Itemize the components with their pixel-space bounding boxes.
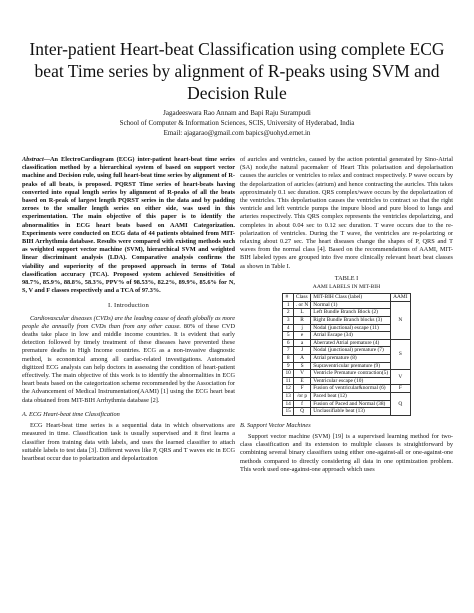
table-cell: . or N [293, 301, 310, 309]
table-cell: Nodal (junctional) premature (7) [311, 347, 391, 355]
intro-italic-lead: Cardiovascular diseases (CVDs) are the leading cause of death globally as more people die annually from CVDs than from any other cause. [22, 314, 235, 330]
table-cell: Fusion of Paced and Normal (38) [311, 400, 391, 408]
table-cell: Normal (1) [311, 301, 391, 309]
intro-paragraph [22, 315, 235, 405]
table-cell: 12 [283, 385, 293, 393]
table-cell: Left Bundle Branch Block (2) [311, 309, 391, 317]
table-cell: Supraventricular premature (9) [311, 362, 391, 370]
table-cell: L [293, 309, 310, 317]
table-cell: 6 [283, 339, 293, 347]
subsection-heading-a: A. ECG Heart-beat time Classification [22, 410, 120, 418]
table-cell: Q [293, 408, 310, 416]
table-cell: 15 [283, 408, 293, 416]
aami-class-cell: Q [391, 392, 410, 415]
table-cell: V [293, 370, 310, 378]
table-cell: j [293, 324, 310, 332]
abstract-body: —An ElectroCardiogram (ECG) inter-patient heart-beat time series classification method by a hierarchical system of based on support vector machine and Decision rule, using full heart-beat time series by alignment of R-peaks of all beats, is proposed. PQRST Time series of heart-beats having converted into equal length series by alignment of R-peaks of all the beats based on R-peak of largest length PQRST series in the data and by padding zeroes to the smaller length series on either side, was used in this experimentation. The main objective of this paper is to identify the abnormalities in ECG heart beats based on AAMI Categorization. Experiments were conducted on ECG data of 44 patients obtained from MIT-BIH Arrhythmia database. Results were compared with existing methods such as weighted support vector machine (SVM), hierarchical SVM and weighted linear discriminant analysis (LDA). Comparative analysis confirms the viability and superiority of the proposed approach in terms of Total classification accuracy (TCA). Proposed system achieved Sensitivities of 98.7%, 85.9%, 88.8%, 58.3%, PPV% of 98.53%, 82.2%, 89.9%, 85.6% for N, S, V and F classes respectively and a TCA of 97.3%. [22, 156, 235, 295]
table-cell: 4 [283, 324, 293, 332]
aami-class-cell: V [391, 370, 410, 385]
aami-class-cell: F [391, 385, 410, 393]
table-header-cell: MIT-BIH Class (label) [311, 294, 391, 302]
table-cell: Unclassifiable beat (13) [311, 408, 391, 416]
right-column-paragraph: of auricles and ventricles, caused by the action potential generated by Sino-Atrial (SA) node,the natural pacemaker of Heart This polarisation and depolarisation causes the auricles or ventricles to relax and contract respectively. P wave occurs by the depolarization of auricles (atrium) and hence contracting the auricles. This takes approximately 0.1 sec duration. QRS complex/wave occurs by the depolarization of the ventricles. This depolarisation causes the ventricles to contract so that the right ventricle and left ventricle pumps the impure blood and pure blood to lungs and arteries respectively. This QRS complex represents the ventricles depolarizing, and completes in about 0.04 sec to 0.12 sec duration. T wave occurs due to the re-polarization of ventricles. During the T wave, the ventricles are re-polarizing or relaxing about 0.27 sec. The heart diseases change the shapes of P, QRS and T waves from the normal class [4]. Based on the recommendations of AAMI, MIT-BIH labeled types are grouped into five more clinically relevant heart beat classes as shown in Table I. [240, 156, 453, 270]
table-cell: S [293, 362, 310, 370]
author-block [0, 108, 474, 138]
table-cell: Nodal (junctional) escape (11) [311, 324, 391, 332]
table-cell: 9 [283, 362, 293, 370]
table-cell: 2 [283, 309, 293, 317]
section-heading-introduction: I. Introduction [107, 302, 150, 310]
table-cell: A [293, 355, 310, 363]
aami-class-cell: S [391, 339, 410, 369]
table-cell: 11 [283, 377, 293, 385]
table-row [283, 392, 410, 400]
table-cell: e [293, 332, 310, 340]
table-cell: Ventricular escape (10) [311, 377, 391, 385]
section-b-paragraph: Support vector machine (SVM) [19] is a supervised learning method for two-class classification and its extension to multiple classes is straightforward by combining several binary classifiers using either one-against-all or one-against-one methods compared to directly considering all data in one optimization problem. This work used one-against-one approach which uses [240, 432, 453, 473]
table-header-cell: Class [293, 294, 310, 302]
table-row [283, 385, 410, 393]
table-cell: Ventricle Premature contraction(5) [311, 370, 391, 378]
table-row [283, 339, 410, 347]
table-cell: 13 [283, 392, 293, 400]
table-cell: F [293, 385, 310, 393]
left-column [22, 156, 235, 463]
table-cell: 5 [283, 332, 293, 340]
table-header-cell: AAMI [391, 294, 410, 302]
table-number: TABLE I [334, 274, 359, 282]
subsection-heading-b: B. Support Vector Machines [240, 421, 311, 429]
table-cell: Atrial premature (8) [311, 355, 391, 363]
author-email: Email: ajagarao@gmail.com bapics@uohyd.ernet.in [163, 129, 311, 137]
right-column [240, 156, 453, 474]
paper-title: Inter-patient Heart-beat Classification using complete ECG beat Time series by alignment of R-peaks using SVM and Decision Rule [29, 39, 445, 103]
table-cell: R [293, 317, 310, 325]
table-header-cell: # [283, 294, 293, 302]
table-cell: 8 [283, 355, 293, 363]
table-cell: J [293, 347, 310, 355]
table-cell: Atrial Escape (34) [311, 332, 391, 340]
table-cell: 1 [283, 301, 293, 309]
author-affiliation: School of Computer & Information Sciences, SCIS, University of Hyderabad, India [119, 119, 355, 127]
table-cell: E [293, 377, 310, 385]
table-body [283, 301, 410, 415]
table-caption: AAMI LABELS IN MIT-BIH [312, 284, 381, 291]
intro-body: 80% of these CVD deaths take place in low and middle income countries. It is evident that early detection followed by timely treatment of these diseases have prevented these premature deaths in High Income countries. ECG as a non-invasive diagnostic method, is economical among all cardiac-related investigations. Automated digitized ECG analysis can help doctors in assessing the condition of heart-patient effectively. The main objective of this work is to identify the abnormalities in ECG heart beats based on the categorization scheme recommended by the Association for the Advancement of Medical Instrumentation(AAMI) [1] using the ECG heart beat data obtained from MIT-BIH Arrhythmia database [2]. [22, 322, 235, 404]
table-cell: Right Bundle Branch blocks (3) [311, 317, 391, 325]
abstract-lead: Abstract [22, 156, 44, 163]
table-header-row [283, 294, 410, 302]
table-cell: Paced beat (12) [311, 392, 391, 400]
table-row [283, 370, 410, 378]
table-row [283, 301, 410, 309]
table-cell: a [293, 339, 310, 347]
table-cell: 7 [283, 347, 293, 355]
author-names: Jagadeeswara Rao Annam and Bapi Raju Surampudi [163, 109, 311, 117]
table-cell: /or p [293, 392, 310, 400]
table-cell: 10 [283, 370, 293, 378]
table-cell: f [293, 400, 310, 408]
table-cell: 14 [283, 400, 293, 408]
section-a-paragraph: ECG Heart-beat time series is a sequential data in which observations are measured in time. Classification task is usually supervised and it first learns a classifier from training data with labels, and uses the learned classifier to attach suitable labels to test data [3]. Different waves like P, QRS and T waves etc in ECG heartbeat occur due to polarization and depolarization [22, 422, 235, 462]
table-cell: 3 [283, 317, 293, 325]
aami-table [282, 293, 410, 416]
table-cell: Aberrated Atrial premature (4) [311, 339, 391, 347]
abstract [22, 156, 235, 295]
aami-class-cell: N [391, 301, 410, 339]
table-cell: Fusion of ventricular&normal (6) [311, 385, 391, 393]
